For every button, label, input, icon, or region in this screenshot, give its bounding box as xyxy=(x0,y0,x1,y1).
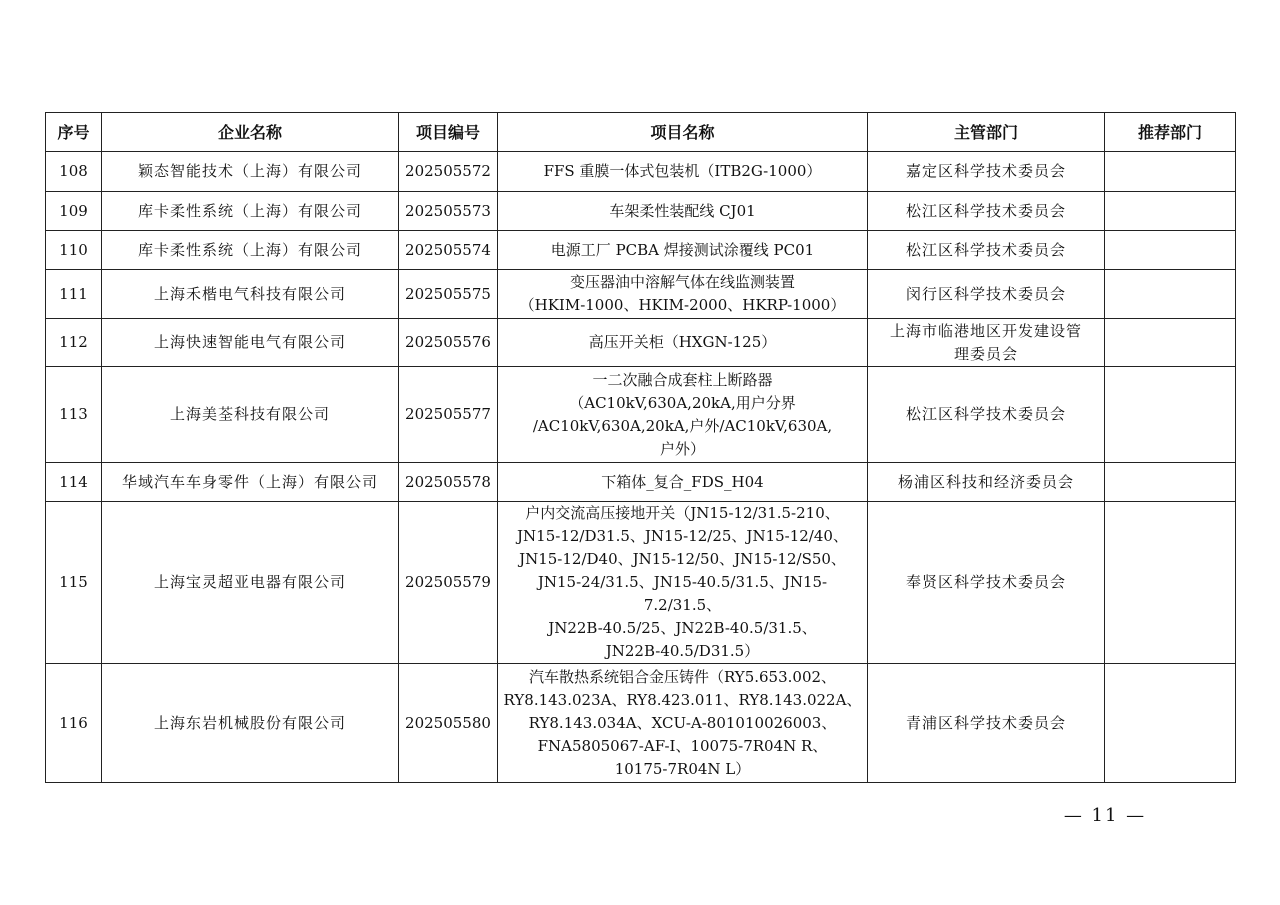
cell-recommending-dept xyxy=(1105,502,1236,664)
cell-company: 上海快速智能电气有限公司 xyxy=(102,319,399,367)
cell-project-number: 202505573 xyxy=(399,192,498,231)
cell-seq: 115 xyxy=(46,502,102,664)
cell-recommending-dept xyxy=(1105,231,1236,270)
table-header-row xyxy=(46,113,1236,152)
cell-recommending-dept xyxy=(1105,367,1236,463)
cell-recommending-dept xyxy=(1105,270,1236,319)
cell-project-number: 202505577 xyxy=(399,367,498,463)
cell-recommending-dept xyxy=(1105,192,1236,231)
cell-supervising-dept: 奉贤区科学技术委员会 xyxy=(868,502,1105,664)
cell-project-name: FFS 重膜一体式包装机（ITB2G-1000） xyxy=(498,152,868,192)
table-row xyxy=(46,152,1236,192)
table-row xyxy=(46,319,1236,367)
cell-company: 颖态智能技术（上海）有限公司 xyxy=(102,152,399,192)
cell-project-number: 202505575 xyxy=(399,270,498,319)
cell-seq: 116 xyxy=(46,664,102,783)
cell-seq: 114 xyxy=(46,463,102,502)
cell-recommending-dept xyxy=(1105,463,1236,502)
table-row xyxy=(46,664,1236,783)
header-supervising-dept: 主管部门 xyxy=(868,113,1105,152)
cell-seq: 110 xyxy=(46,231,102,270)
cell-seq: 108 xyxy=(46,152,102,192)
cell-project-number: 202505578 xyxy=(399,463,498,502)
header-recommending-dept: 推荐部门 xyxy=(1105,113,1236,152)
cell-seq: 112 xyxy=(46,319,102,367)
cell-supervising-dept: 松江区科学技术委员会 xyxy=(868,367,1105,463)
header-company: 企业名称 xyxy=(102,113,399,152)
cell-supervising-dept: 嘉定区科学技术委员会 xyxy=(868,152,1105,192)
cell-project-number: 202505576 xyxy=(399,319,498,367)
page-number: — 11 — xyxy=(1063,805,1147,826)
cell-recommending-dept xyxy=(1105,664,1236,783)
cell-project-number: 202505572 xyxy=(399,152,498,192)
cell-supervising-dept: 闵行区科学技术委员会 xyxy=(868,270,1105,319)
header-project-number: 项目编号 xyxy=(399,113,498,152)
cell-project-number: 202505580 xyxy=(399,664,498,783)
cell-recommending-dept xyxy=(1105,319,1236,367)
cell-project-name: 电源工厂 PCBA 焊接测试涂覆线 PC01 xyxy=(498,231,868,270)
cell-supervising-dept: 杨浦区科技和经济委员会 xyxy=(868,463,1105,502)
cell-supervising-dept: 松江区科学技术委员会 xyxy=(868,192,1105,231)
cell-supervising-dept: 上海市临港地区开发建设管 理委员会 xyxy=(868,319,1105,367)
cell-project-name: 车架柔性装配线 CJ01 xyxy=(498,192,868,231)
cell-company: 上海禾楷电气科技有限公司 xyxy=(102,270,399,319)
table-row xyxy=(46,502,1236,664)
table-row xyxy=(46,270,1236,319)
header-project-name: 项目名称 xyxy=(498,113,868,152)
cell-company: 上海东岩机械股份有限公司 xyxy=(102,664,399,783)
table-row xyxy=(46,192,1236,231)
cell-supervising-dept: 松江区科学技术委员会 xyxy=(868,231,1105,270)
cell-project-name: 变压器油中溶解气体在线监测装置 （HKIM-1000、HKIM-2000、HKRP-1000） xyxy=(498,270,868,319)
table-row xyxy=(46,231,1236,270)
cell-project-number: 202505579 xyxy=(399,502,498,664)
cell-company: 库卡柔性系统（上海）有限公司 xyxy=(102,192,399,231)
table-row xyxy=(46,463,1236,502)
cell-seq: 113 xyxy=(46,367,102,463)
cell-project-name: 高压开关柜（HXGN-125） xyxy=(498,319,868,367)
cell-recommending-dept xyxy=(1105,152,1236,192)
cell-project-name: 一二次融合成套柱上断路器 （AC10kV,630A,20kA,用户分界 /AC10kV,630A,20kA,户外/AC10kV,630A, 户外） xyxy=(498,367,868,463)
cell-project-number: 202505574 xyxy=(399,231,498,270)
cell-seq: 109 xyxy=(46,192,102,231)
header-seq: 序号 xyxy=(46,113,102,152)
project-table xyxy=(45,112,1236,783)
cell-project-name: 汽车散热系统铝合金压铸件（RY5.653.002、 RY8.143.023A、RY8.423.011、RY8.143.022A、 RY8.143.034A、XCU-A-801010026003、 FNA5805067-AF-I、10075-7R04N R、 10175-7R04N L） xyxy=(498,664,868,783)
table-row xyxy=(46,367,1236,463)
cell-supervising-dept: 青浦区科学技术委员会 xyxy=(868,664,1105,783)
cell-project-name: 户内交流高压接地开关（JN15-12/31.5-210、 JN15-12/D31.5、JN15-12/25、JN15-12/40、 JN15-12/D40、JN15-12/50、JN15-12/S50、 JN15-24/31.5、JN15-40.5/31.5、JN15-7.2/31.5、 JN22B-40.5/25、JN22B-40.5/31.5、 JN22B-40.5/D31.5） xyxy=(498,502,868,664)
cell-seq: 111 xyxy=(46,270,102,319)
cell-company: 华域汽车车身零件（上海）有限公司 xyxy=(102,463,399,502)
cell-company: 上海宝灵超亚电器有限公司 xyxy=(102,502,399,664)
cell-project-name: 下箱体_复合_FDS_H04 xyxy=(498,463,868,502)
cell-company: 上海美荃科技有限公司 xyxy=(102,367,399,463)
cell-company: 库卡柔性系统（上海）有限公司 xyxy=(102,231,399,270)
